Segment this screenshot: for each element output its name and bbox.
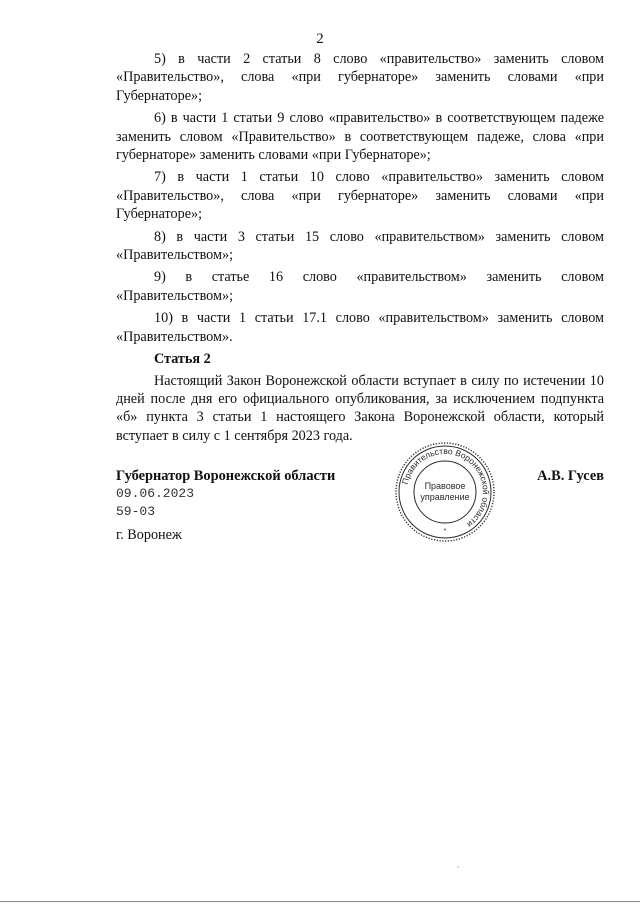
amendment-paragraph-8: 8) в части 3 статьи 15 слово «правительством» заменить словом «Правительством»; — [116, 228, 604, 264]
stamp-ring-text: Правительство Воронежской области — [399, 445, 492, 530]
page-number: 2 — [316, 31, 324, 47]
signature-block — [116, 468, 335, 544]
signatory-name: А.В. Гусев — [537, 468, 604, 484]
amendment-paragraph-5: 5) в части 2 статьи 8 слово «правительство» заменить словом «Правительство», слова «при губернаторе» заменить словами «при Губернаторе»; — [116, 51, 604, 104]
stamp-star-icon: * — [443, 528, 447, 535]
amendment-paragraph-7: 7) в части 1 статьи 10 слово «правительство» заменить словом «Правительство», слова «при губернаторе» заменить словами «при Губернаторе»; — [116, 169, 604, 223]
scan-bottom-edge — [0, 901, 640, 902]
stamp-center-line-2: управление — [420, 492, 470, 502]
legal-department-stamp — [393, 440, 497, 544]
stamp-graphic — [393, 440, 497, 544]
amendment-paragraph-10: 10) в части 1 статьи 17.1 слово «правительством» заменить словом «Правительством». — [116, 310, 604, 345]
stamp-center-line-1: Правовое — [424, 481, 466, 491]
amendment-paragraph-6: 6) в части 1 статьи 9 слово «правительство» в соответствующем падеже заменить словом «Правительство» в соответствующем падеже, слова «при губернаторе» заменить словами «при Губернаторе»; — [116, 110, 604, 164]
scan-speck — [457, 866, 459, 868]
amendment-paragraph-9: 9) в статье 16 слово «правительством» заменить словом «Правительством»; — [116, 269, 604, 304]
law-number: 59-03 — [116, 504, 156, 519]
city: г. Воронеж — [116, 527, 182, 543]
governor-title: Губернатор Воронежской области — [116, 468, 336, 484]
law-amendments-text — [116, 50, 604, 449]
article-2-text: Настоящий Закон Воронежской области вступает в силу по истечении 10 дней после дня его официального опубликования, за исключением подпункта «б» пункта 3 статьи 1 настоящего Закона Воронежской области, который вступает в силу с 1 сентября 2023 года. — [116, 372, 604, 444]
law-date: 09.06.2023 — [116, 486, 195, 501]
article-2-title: Статья 2 — [154, 351, 211, 368]
